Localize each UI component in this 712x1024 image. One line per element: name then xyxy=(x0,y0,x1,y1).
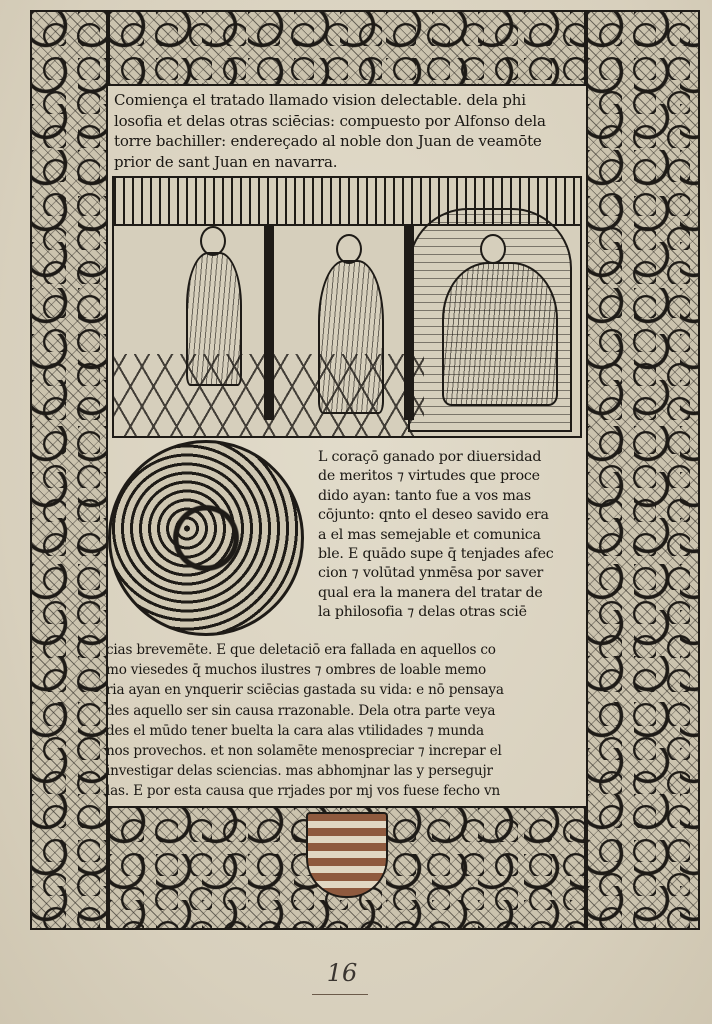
right-ornamental-border xyxy=(586,10,700,930)
coat-of-arms-shield xyxy=(306,812,388,898)
text-line: las. E por esta causa que rrjades por mj vos fuese fecho vn xyxy=(106,783,501,800)
text-line: cōjunto: qnto el deseo savido era xyxy=(318,507,549,524)
top-ornamental-border xyxy=(108,10,586,86)
decorative-initial-medallion xyxy=(108,440,304,636)
folio-number: 16 xyxy=(326,959,358,987)
text-line: dido ayan: tanto fue a vos mas xyxy=(318,487,531,504)
text-line: cias brevemēte. E que deletaciō era fallada en aquellos co xyxy=(106,642,496,658)
text-line: de meritos ⁊ virtudes que proce xyxy=(318,468,540,485)
text-line: des el mūdo tener buelta la cara alas vtilidades ⁊ munda xyxy=(106,722,484,739)
text-line: des aquello ser sin causa rrazonable. Dela otra parte veya xyxy=(106,702,496,719)
woodcut-standing-figure xyxy=(186,252,242,386)
full-width-text xyxy=(106,640,586,802)
text-line: nos provechos. et non solamēte menospreciar ⁊ increpar el xyxy=(106,743,502,760)
woodcut-illustration xyxy=(112,176,582,438)
heading-line: losofia et delas otras sciēcias: compuesto por Alfonso dela xyxy=(114,111,546,130)
heading-text xyxy=(114,90,584,172)
heading-line: prior de sant Juan en navarra. xyxy=(114,152,338,171)
text-line: ble. E quādo supe q̄ tenjades afec xyxy=(318,546,554,563)
text-line: la philosofia ⁊ delas otras sciē xyxy=(318,604,527,621)
heading-line: torre bachiller: endereçado al noble don Juan de veamōte xyxy=(114,132,542,150)
text-line: a el mas semejable et comunica xyxy=(318,526,541,543)
woodcut-seated-figure xyxy=(442,262,558,406)
text-line: qual era la manera del tratar de xyxy=(318,584,543,601)
woodcut-robed-figure xyxy=(318,260,384,414)
text-line: ria ayan en ynquerir sciēcias gastada su vida: e nō pensaya xyxy=(106,682,504,699)
text-line: L coraçō ganado por diuersidad xyxy=(318,449,542,465)
heading-line: Comiença el tratado llamado vision delectable. dela phi xyxy=(114,91,526,109)
woodcut-figure-head xyxy=(480,234,506,264)
folio-underline xyxy=(312,994,368,995)
right-column-text xyxy=(318,448,584,623)
text-line: mo viesedes q̄ muchos ilustres ⁊ ombres de loable memo xyxy=(106,662,487,679)
woodcut-column xyxy=(264,224,274,420)
left-ornamental-border xyxy=(30,10,108,930)
text-line: investigar delas sciencias. mas abhomjnar las y persegujr xyxy=(106,763,493,780)
text-line: cion ⁊ volūtad ynmēsa por saver xyxy=(318,565,544,582)
